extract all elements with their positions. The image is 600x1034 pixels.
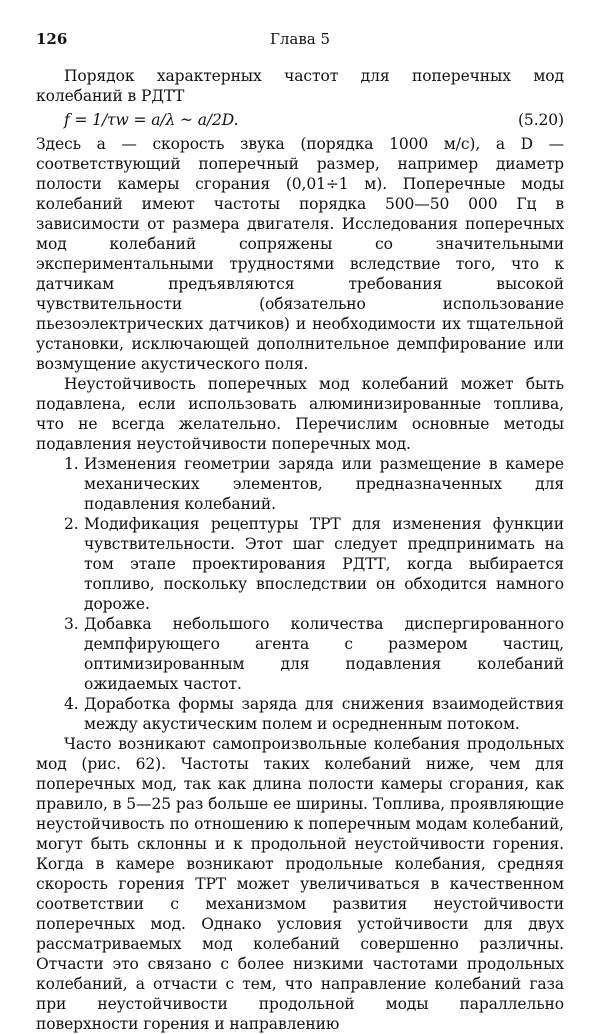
list-item-number: 2.: [64, 515, 79, 533]
formula-line: [36, 108, 564, 132]
list-item-number: 3.: [64, 615, 79, 633]
list-item-number: 4.: [64, 695, 79, 713]
list-item-text: Модификация рецептуры ТРТ для изменения функции чувствительности. Этот шаг следует предпринимать на том этапе проектирования РДТТ, когда выбирается топливо, поскольку впоследствии он обходится намного дороже.: [84, 515, 564, 613]
chapter-title: Глава 5: [269, 30, 331, 48]
list-item-text: Изменения геометрии заряда или размещение в камере механических элементов, предназначенных для подавления колебаний.: [84, 455, 564, 513]
paragraph-suppression: Неустойчивость поперечных мод колебаний может быть подавлена, если использовать алюминизированные топлива, что не всегда желательно. Перечислим основные методы подавления неустойчивости поперечных мод.: [36, 375, 564, 453]
paragraph-longitudinal-modes: Часто возникают самопроизвольные колебания продольных мод (рис. 62). Частоты таких колебаний ниже, чем для поперечных мод, так как длина полости камеры сгорания, как правило, в 5—25 раз больше ее ширины. Топлива, проявляющие неустойчивость по отношению к поперечным модам колебаний, могут быть склонны и к продольной неустойчивости горения. Когда в камере возникают продольные колебания, средняя скорость горения ТРТ может увеличиваться в качественном соответствии с механизмом развития неустойчивости поперечных мод. Однако условия устойчивости для двух рассматриваемых мод колебаний совершенно различны. Отчасти это связано с более низкими частотами продольных колебаний, а отчасти с тем, что направление колебаний газа при неустойчивости продольной моды параллельно поверхности горения и направлению: [36, 735, 564, 1033]
page-number: 126: [36, 30, 68, 48]
list-item-text: Доработка формы заряда для снижения взаимодействия между акустическим полем и осредненным потоком.: [84, 695, 564, 733]
paragraph-speed-of-sound: Здесь a — скорость звука (порядка 1000 м/с), а D — соответствующий поперечный размер, например диаметр полости камеры сгорания (0,01÷1 м). Поперечные моды колебаний имеют частоты порядка 500—50 000 Гц в зависимости от размера двигателя. Исследования поперечных мод колебаний сопряжены со значительными экспериментальными трудностями вследствие того, что к датчикам предъявляются требования высокой чувствительности (обязательно использование пьезоэлектрических датчиков) и необходимости их тщательной установки, исключающей дополнительное демпфирование или возмущение акустического поля.: [36, 135, 564, 373]
list-item: [36, 454, 564, 514]
list-item: [36, 614, 564, 694]
list-item-number: 1.: [64, 455, 79, 473]
list-item: [36, 694, 564, 734]
intro-paragraph: Порядок характерных частот для поперечных мод колебаний в РДТТ: [36, 67, 564, 105]
page-header: [36, 30, 564, 52]
formula-expression: f = 1/τw = a/λ ~ a/2D.: [64, 111, 239, 129]
page-body: [36, 66, 564, 1034]
list-item-text: Добавка небольшого количества диспергированного демпфирующего агента с размером частиц, оптимизированным для подавления колебаний ожидаемых частот.: [84, 615, 564, 693]
formula-number: (5.20): [517, 111, 564, 129]
list-item: [36, 514, 564, 614]
methods-list: [36, 454, 564, 734]
